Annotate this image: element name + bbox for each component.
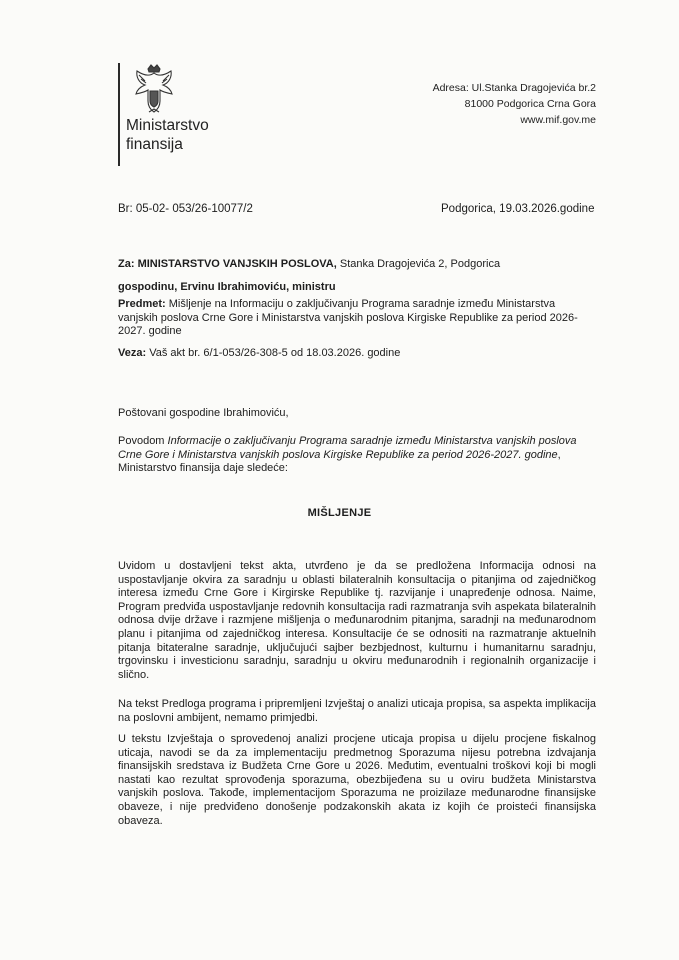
recipient-org: MINISTARSTVO VANJSKIH POSLOVA, [137,258,337,270]
subject-block [118,298,596,339]
link-text: Vaš akt br. 6/1-053/26-308-5 od 18.03.2026. godine [146,347,401,359]
body-paragraph-1: Uvidom u dostavljeni tekst akta, utvrđeno je da se predložena Informacija odnosi na uspostavljanje okvira za saradnju u oblasti bilateralnih konsultacija o pitanjima od zajedničkog interesa između Crne Gore i Kirgirske Republike tj. razvijanje i unapređenje odnosa. Naime, Program predviđa uspostavljanje redovnih konsultacija radi razmatranja svih aspekata bilateralnih odnosa dvije države i razmjene mišljenja o međunarodnim pitanjma, saradnji na međunarodnom planu i pitanjima od zajedničkog interesa. Konsultacije će se odnositi na razmatranje aktuelnih pitanja bitateralne saradnje, uključujući sajber bezbjednost, kulturnu i humanitarnu saradnju, trgovinsku i investicionu saradnju, saradnju u okviru međunarodnih i regionalnih organizacije i slično. [118,560,596,681]
recipient-label: Za: [118,258,135,270]
reference-number: Br: 05-02- 053/26-10077/2 [118,203,253,215]
ministry-address [433,80,596,128]
intro-document-title: Informacije o zaključivanju Programa saradnje između Ministarstva vanjskih poslova Crne Gore i Ministarstva vanjskih poslova Kirgiske Republike za period 2026-2027. godine [118,435,577,461]
intro-paragraph [118,435,596,476]
ministry-name-line1: Ministarstvo [126,117,209,134]
intro-suffix: , Ministarstvo finansija daje sledeće: [118,448,561,475]
address-website: www.mif.gov.me [520,114,596,126]
recipient-line [118,258,596,272]
subject-text: Mišljenje na Informaciju o zaključivanju Programa saradnje između Ministarstva vanjskih poslova Crne Gore i Ministarstva vanjskih poslova Kirgiske Republike za period 2026-2027. godine [118,298,578,337]
link-label: Veza: [118,347,147,359]
opinion-heading: MIŠLJENJE [307,507,372,519]
body-paragraph-3: U tekstu Izvještaja o sprovedenoj analizi procjene uticaja propisa u dijelu procjene fiskalnog uticaja, navodi se da za implementaciju predmetnog Sporazuma nijesu potrebna izdvajanja finansijskih sredstava iz Budžeta Crne Gore u 2026. Međutim, eventualni troškovi koji bi mogli nastati kao rezultat sprovođenja sporazuma, obezbijeđena su u oviru budžeta Ministarstva vanjskih poslova. Takođe, implementacijom Sporazuma ne proizilaze međunarodne finansijske obaveze, i nije predviđeno donošenje podzakonskih akata iz kojih će proisteći finansijska obaveza. [118,733,596,827]
coat-of-arms-icon [131,63,177,115]
address-line2: 81000 Podgorica Crna Gora [464,98,596,110]
link-block [118,347,596,361]
recipient-address: Stanka Dragojevića 2, Podgorica [336,258,501,270]
body-paragraph-2: Na tekst Predloga programa i pripremljeni Izvještaj o analizi uticaja propisa, sa aspekta implikacija na poslovni ambijent, nemamo primjedbi. [118,698,596,724]
address-line1: Adresa: Ul.Stanka Dragojevića br.2 [432,82,596,94]
ministry-name [126,116,209,154]
document-date: Podgorica, 19.03.2026.godine [441,203,595,215]
ministry-name-line2: finansija [126,136,183,153]
recipient-person: gospodinu, Ervinu Ibrahimoviću, ministru [118,281,336,293]
greeting: Poštovani gospodine Ibrahimoviću, [118,407,289,419]
subject-label: Predmet: [118,298,166,310]
header-divider [118,63,120,166]
intro-prefix: Povodom [118,435,168,447]
